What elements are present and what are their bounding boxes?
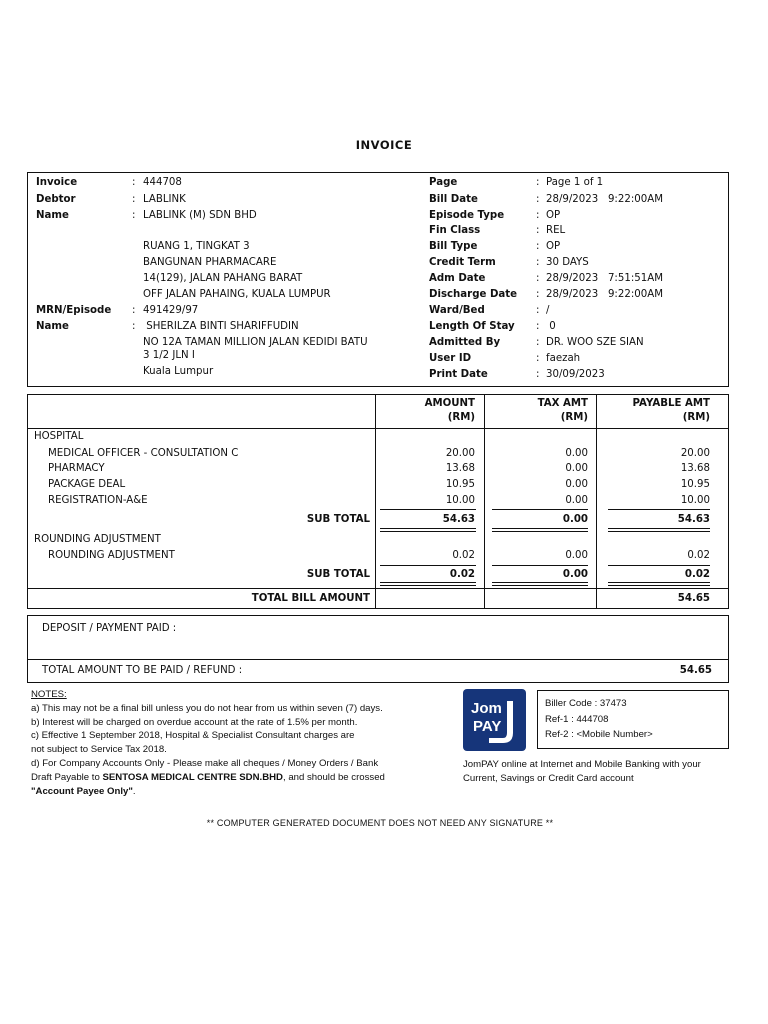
column-divider	[484, 395, 485, 608]
subtotal-rule	[608, 582, 710, 583]
colon: :	[132, 194, 136, 205]
subtotal-rule	[608, 528, 710, 529]
note-a: a) This may not be a final bill unless you do not hear from us within seven (7) days.	[31, 702, 383, 714]
debtor-label: Debtor	[36, 194, 76, 205]
item-tax: 0.00	[565, 479, 588, 490]
bill-detail-label: Length Of Stay	[429, 321, 515, 332]
bill-detail-label: Fin Class	[429, 225, 481, 236]
bill-detail-value: 28/9/2023 9:22:00AM	[546, 194, 663, 205]
bill-detail-value: REL	[546, 225, 566, 236]
address-line-4: OFF JALAN PAHAING, KUALA LUMPUR	[143, 289, 331, 300]
colon: :	[536, 194, 540, 205]
total-bill-amount: 54.65	[677, 593, 710, 604]
bill-detail-value: 28/9/2023 9:22:00AM	[546, 289, 663, 300]
subtotal-rule	[380, 585, 476, 586]
colon: :	[132, 210, 136, 221]
header-divider	[28, 428, 728, 429]
colon: :	[132, 305, 136, 316]
bill-detail-value: /	[546, 305, 550, 316]
group-name-hospital: HOSPITAL	[34, 431, 84, 442]
total-to-pay-label: TOTAL AMOUNT TO BE PAID / REFUND :	[42, 665, 243, 676]
bill-detail-value: 0	[546, 321, 556, 332]
bill-detail-label: Print Date	[429, 369, 488, 380]
bill-detail-value: DR. WOO SZE SIAN	[546, 337, 644, 348]
colon: :	[536, 225, 540, 236]
bill-detail-value: OP	[546, 210, 561, 221]
bill-detail-label: Discharge Date	[429, 289, 518, 300]
note-d2-post: , and should be crossed	[283, 771, 385, 783]
note-b: b) Interest will be charged on overdue account at the rate of 1.5% per month.	[31, 716, 358, 728]
colon: :	[536, 369, 540, 380]
subtotal-rule	[380, 509, 476, 510]
colon: :	[536, 337, 540, 348]
jompay-logo-pay: PAY	[473, 718, 502, 735]
item-payable: 10.95	[680, 479, 710, 490]
item-tax: 0.00	[565, 550, 588, 561]
ref-1: Ref-1 : 444708	[545, 713, 609, 725]
subtotal-label: SUB TOTAL	[306, 569, 370, 580]
debtor-value: LABLINK	[143, 194, 186, 205]
name-label: Name	[36, 210, 69, 221]
item-amount: 10.00	[445, 495, 475, 506]
bill-detail-label: Bill Type	[429, 241, 478, 252]
address-line-2: BANGUNAN PHARMACARE	[143, 257, 277, 268]
jompay-line-2: Current, Savings or Credit Card account	[463, 772, 634, 784]
subtotal-amount: 54.63	[442, 514, 475, 525]
subtotal-rule	[492, 528, 588, 529]
subtotal-rule	[608, 565, 710, 566]
charges-table	[27, 394, 729, 609]
bill-detail-label: Credit Term	[429, 257, 496, 268]
notes-section	[31, 688, 451, 798]
colon: :	[536, 257, 540, 268]
mrn-value: 491429/97	[143, 305, 199, 316]
bill-detail-value: 30/09/2023	[546, 369, 605, 380]
bill-detail-label: Adm Date	[429, 273, 486, 284]
notes-title: NOTES:	[31, 689, 67, 700]
subtotal-payable: 54.63	[677, 514, 710, 525]
note-c2: not subject to Service Tax 2018.	[31, 744, 167, 756]
debtor-name: LABLINK (M) SDN BHD	[143, 210, 257, 221]
colon: :	[536, 273, 540, 284]
group-name-rounding: ROUNDING ADJUSTMENT	[34, 534, 161, 545]
column-divider	[596, 395, 597, 608]
patient-name-label: Name	[36, 321, 69, 332]
jompay-logo-graphic	[463, 689, 526, 751]
bill-detail-value: Page 1 of 1	[546, 177, 604, 188]
total-bill-label: TOTAL BILL AMOUNT	[251, 593, 370, 604]
amount-header-line1: AMOUNT	[424, 398, 475, 409]
subtotal-rule	[492, 531, 588, 532]
subtotal-rule	[608, 509, 710, 510]
subtotal-amount: 0.02	[449, 569, 475, 580]
deposit-box	[27, 615, 729, 683]
invoice-label: Invoice	[36, 177, 78, 188]
biller-code: Biller Code : 37473	[545, 698, 627, 709]
amount-header	[378, 397, 475, 425]
item-description: ROUNDING ADJUSTMENT	[48, 550, 175, 561]
amount-header-line2: (RM)	[447, 412, 475, 423]
invoice-title: INVOICE	[355, 138, 413, 152]
colon: :	[536, 210, 540, 221]
item-description: REGISTRATION-A&E	[48, 495, 148, 506]
subtotal-rule	[380, 528, 476, 529]
subtotal-rule	[608, 531, 710, 532]
jompay-line-1: JomPAY online at Internet and Mobile Banking with your	[463, 759, 701, 770]
column-divider	[375, 395, 376, 608]
note-d2-company: SENTOSA MEDICAL CENTRE SDN.BHD	[102, 771, 283, 783]
colon: :	[536, 177, 540, 188]
bill-detail-label: Ward/Bed	[429, 305, 485, 316]
item-amount: 10.95	[445, 479, 475, 490]
item-amount: 20.00	[445, 448, 475, 459]
deposit-divider	[28, 659, 728, 660]
note-d2-pre: Draft Payable to	[31, 771, 103, 783]
invoice-header-box	[27, 172, 729, 387]
jompay-logo-jom: Jom	[471, 700, 502, 717]
subtotal-rule	[380, 531, 476, 532]
biller-box	[537, 690, 729, 749]
bill-detail-label: Bill Date	[429, 194, 478, 205]
subtotal-rule	[492, 509, 588, 510]
bill-detail-value: 30 DAYS	[546, 257, 589, 268]
bill-detail-label: User ID	[429, 353, 472, 364]
subtotal-tax: 0.00	[562, 514, 588, 525]
item-payable: 13.68	[680, 463, 710, 474]
patient-address-line-3: Kuala Lumpur	[143, 366, 214, 377]
colon: :	[536, 241, 540, 252]
colon: :	[536, 305, 540, 316]
bill-detail-label: Admitted By	[429, 337, 501, 348]
address-line-1: RUANG 1, TINGKAT 3	[143, 241, 250, 252]
invoice-number: 444708	[143, 177, 182, 188]
colon: :	[132, 321, 136, 332]
subtotal-rule	[380, 582, 476, 583]
subtotal-label: SUB TOTAL	[306, 514, 370, 525]
jompay-description	[463, 758, 743, 786]
subtotal-rule	[492, 565, 588, 566]
bill-detail-value: 28/9/2023 7:51:51AM	[546, 273, 663, 284]
note-c1: c) Effective 1 September 2018, Hospital & Specialist Consultant charges are	[31, 730, 355, 742]
bill-detail-label: Episode Type	[429, 210, 505, 221]
colon: :	[536, 321, 540, 332]
item-payable: 20.00	[680, 448, 710, 459]
item-amount: 0.02	[452, 550, 475, 561]
subtotal-payable: 0.02	[684, 569, 710, 580]
patient-address-line-1: NO 12A TAMAN MILLION JALAN KEDIDI BATU	[143, 337, 368, 348]
bill-detail-label: Page	[429, 177, 458, 188]
note-d3	[31, 785, 451, 799]
total-to-pay-value: 54.65	[679, 665, 712, 676]
tax-header	[488, 397, 588, 425]
item-tax: 0.00	[565, 463, 588, 474]
payable-header	[600, 397, 710, 425]
colon: :	[536, 353, 540, 364]
bill-detail-value: OP	[546, 241, 561, 252]
total-divider	[28, 588, 728, 589]
payable-header-line1: PAYABLE AMT	[632, 398, 710, 409]
subtotal-rule	[380, 565, 476, 566]
item-amount: 13.68	[445, 463, 475, 474]
item-payable: 0.02	[687, 550, 710, 561]
item-description: PACKAGE DEAL	[48, 479, 126, 490]
mrn-label: MRN/Episode	[36, 305, 112, 316]
bill-detail-value: faezah	[546, 353, 581, 364]
deposit-label: DEPOSIT / PAYMENT PAID :	[42, 623, 177, 634]
item-tax: 0.00	[565, 448, 588, 459]
note-d2	[31, 771, 451, 785]
subtotal-rule	[492, 585, 588, 586]
colon: :	[132, 177, 136, 188]
item-description: MEDICAL OFFICER - CONSULTATION C	[48, 448, 239, 459]
ref-2: Ref-2 : <Mobile Number>	[545, 729, 653, 740]
patient-address-line-2: 3 1/2 JLN I	[143, 350, 195, 361]
tax-header-line1: TAX AMT	[537, 398, 588, 409]
item-description: PHARMACY	[48, 463, 105, 474]
address-line-3: 14(129), JALAN PAHANG BARAT	[143, 273, 303, 284]
colon: :	[536, 289, 540, 300]
jompay-logo-icon	[463, 689, 526, 751]
tax-header-line2: (RM)	[560, 412, 588, 423]
footer-note: ** COMPUTER GENERATED DOCUMENT DOES NOT NEED ANY SIGNATURE **	[206, 818, 554, 828]
subtotal-rule	[608, 585, 710, 586]
subtotal-tax: 0.00	[562, 569, 588, 580]
payable-header-line2: (RM)	[682, 412, 710, 423]
note-d3-post: .	[132, 785, 136, 797]
subtotal-rule	[492, 582, 588, 583]
note-d1: d) For Company Accounts Only - Please make all cheques / Money Orders / Bank	[31, 757, 379, 769]
note-d3-bold: "Account Payee Only"	[31, 785, 133, 797]
item-tax: 0.00	[565, 495, 588, 506]
item-payable: 10.00	[680, 495, 710, 506]
patient-name: SHERILZA BINTI SHARIFFUDIN	[143, 321, 299, 332]
